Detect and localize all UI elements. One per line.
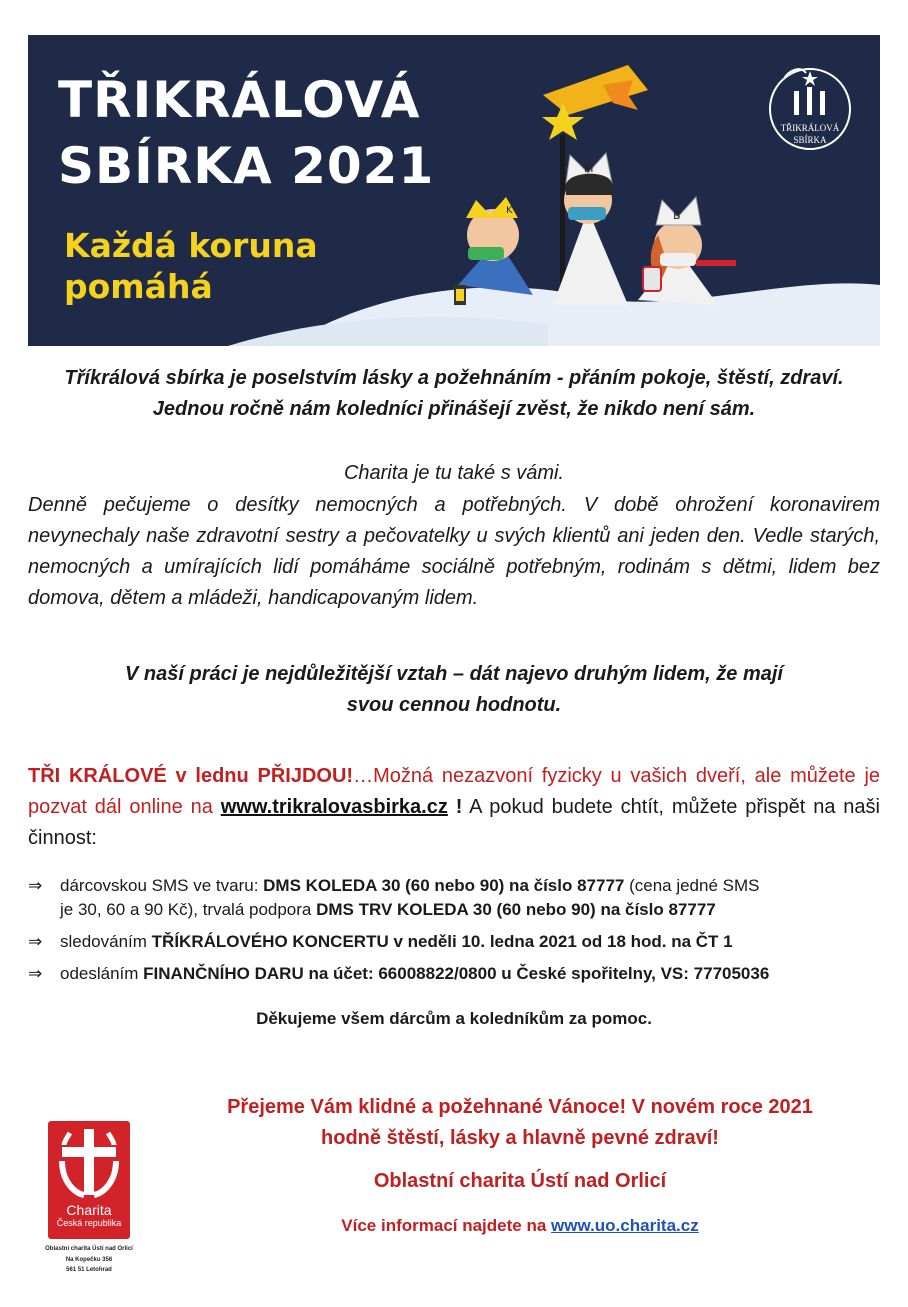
address-line3: 561 51 Letohrad: [66, 1267, 112, 1273]
sms-continuation: [60, 898, 883, 922]
kings-red-text: …Možná nezazvoní fyzicky u vašich dveří, ale můžete je pozvat dál online na: [28, 765, 881, 818]
wishes-paragraph: [170, 1092, 870, 1154]
charita-cross-icon: [48, 1121, 130, 1203]
address-line2: Na Kopečku 356: [65, 1257, 113, 1263]
charita-line: Charita je tu také s vámi.: [343, 462, 565, 484]
list-item-gift: [28, 958, 883, 990]
intro-line2: Jednou ročně nám koledníci přinášejí zvěst, že nikdo není sám.: [152, 398, 756, 420]
sms-pre: dárcovskou SMS ve tvaru:: [60, 876, 264, 895]
donation-options-list: [28, 870, 883, 990]
address-line1: Oblastní charita Ústí nad Orlicí: [45, 1246, 133, 1252]
concert-pre: sledováním: [60, 932, 152, 951]
crown-k: K: [506, 205, 513, 216]
intro-paragraph: [28, 363, 880, 425]
logo-text-line1: TŘIKRÁLOVÁ: [780, 123, 840, 133]
vztah-line2: svou cennou hodnotu.: [346, 694, 562, 716]
organization-name: Oblastní charita Ústí nad Orlicí: [373, 1170, 667, 1192]
banner-title-line2: SBÍRKA 2021: [58, 137, 435, 195]
crown-m: M: [584, 162, 594, 175]
wishes-line2: hodně štěstí, lásky a hlavně pevné zdraví!: [321, 1127, 719, 1149]
arrow-icon: ⇒: [28, 876, 43, 895]
gift-pre: odesláním: [60, 964, 144, 983]
vztah-line1: V naší práci je nejdůležitější vztah – dát najevo druhým lidem, že mají: [125, 663, 783, 685]
charita-logo-country: Česká republika: [56, 1218, 122, 1228]
kings-exclamation: !: [447, 796, 463, 818]
charita-logo-name: Charita: [66, 1202, 112, 1218]
charita-logo: [48, 1121, 130, 1239]
kings-rest: A pokud budete chtít, můžete přispět na naši činnost:: [28, 796, 880, 849]
trikralova-sbirka-logo: [766, 65, 854, 153]
kings-paragraph: [28, 761, 880, 854]
concert-bold: TŘÍKRÁLOVÉHO KONCERTU v neděli 10. ledna 2021 od 18 hod. na ČT 1: [151, 932, 733, 951]
list-item-concert: [28, 926, 883, 958]
sms-bold: DMS KOLEDA 30 (60 nebo 90) na číslo 87777: [263, 876, 625, 895]
sms-mid: (cena jedné SMS: [624, 876, 760, 895]
sms-cont-pre: je 30, 60 a 90 Kč), trvalá podpora: [60, 900, 317, 919]
gift-bold: FINANČNÍHO DARU na účet: 66008822/0800 u České spořitelny, VS: 77705036: [143, 964, 770, 983]
logo-text-line2: SBÍRKA: [793, 135, 827, 145]
charita-body: Denně pečujeme o desítky nemocných a potřebných. V době ohrožení koronavirem nevynechaly naše zdravotní sestry a pečovatelky u svých klientů ani jeden den. Vedle starých, nemocných a umírajících lidí pomáháme sociálně potřebným, rodinám s dětmi, lidem bez domova, dětem a mládeži, handicapovaným lidem.: [28, 494, 880, 609]
thanks-line: Děkujeme všem dárcům a koledníkům za pomoc.: [256, 1009, 652, 1028]
sms-cont-bold: DMS TRV KOLEDA 30 (60 nebo 90) na číslo 87777: [316, 900, 716, 919]
info-line: [170, 1216, 870, 1236]
list-item-sms: [28, 870, 883, 922]
crown-b: B: [673, 209, 681, 222]
vztah-paragraph: [28, 659, 880, 721]
trikralovasbirka-link[interactable]: www.trikralovasbirka.cz: [220, 796, 448, 818]
banner: [28, 35, 880, 346]
wishes-line1: Přejeme Vám klidné a požehnané Vánoce! V novém roce 2021: [227, 1096, 813, 1118]
arrow-icon: ⇒: [28, 964, 43, 983]
intro-line1: Tříkrálová sbírka je poselstvím lásky a požehnáním - přáním pokoje, štěstí, zdraví.: [64, 367, 844, 389]
kings-bold: TŘI KRÁLOVÉ v lednu PŘIJDOU!: [28, 765, 354, 787]
banner-slogan-line2: pomáhá: [64, 267, 213, 306]
banner-title-line1: TŘIKRÁLOVÁ: [58, 71, 421, 129]
charita-website-link[interactable]: www.uo.charita.cz: [551, 1216, 699, 1235]
arrow-icon: ⇒: [28, 932, 43, 951]
info-text: Více informací najdete na: [341, 1216, 552, 1235]
banner-slogan-line1: Každá koruna: [64, 226, 318, 265]
